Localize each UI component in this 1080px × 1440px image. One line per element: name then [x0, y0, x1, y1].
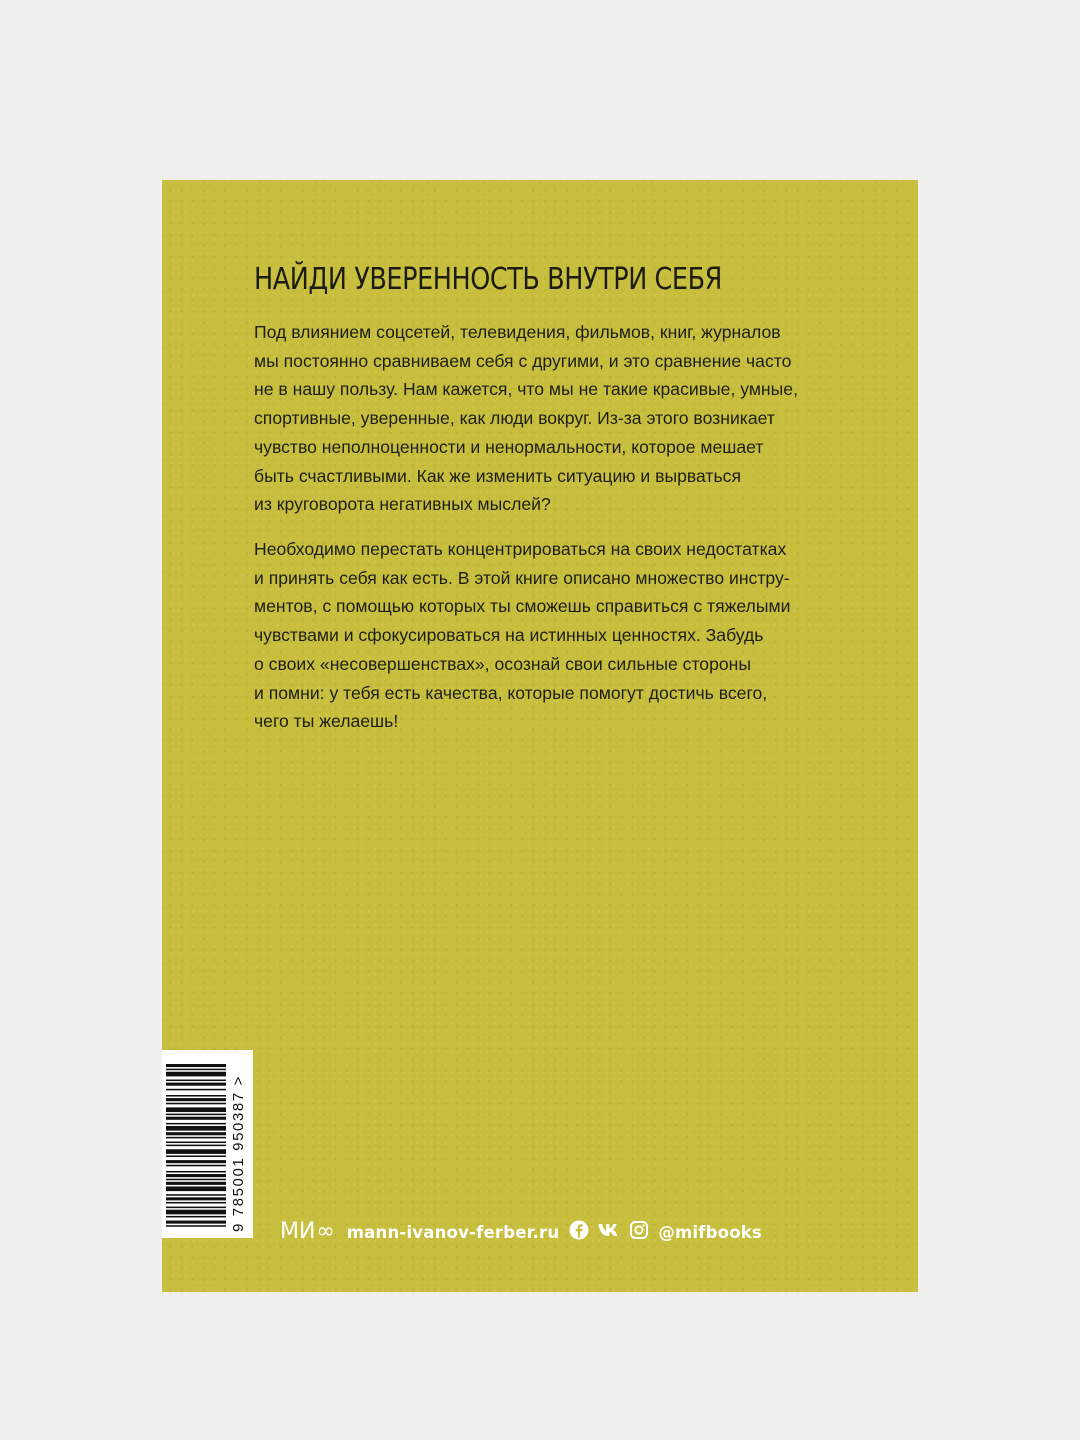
paragraph-line: быть счастливыми. Как же изменить ситуацию и вырваться	[254, 465, 741, 486]
barcode-bar	[166, 1089, 226, 1091]
barcode-bar	[166, 1145, 226, 1147]
paragraph-line: о своих «несовершенствах», осознай свои сильные стороны	[254, 653, 752, 674]
instagram-icon	[629, 1220, 649, 1245]
logo-letters: МИ	[280, 1219, 316, 1244]
barcode-bar	[166, 1095, 226, 1097]
barcode-bar	[166, 1165, 226, 1167]
paragraph-line: ментов, с помощью которых ты сможешь справиться с тяжелыми	[254, 596, 791, 617]
paragraph-line: не в нашу пользу. Нам кажется, что мы не такие красивые, умные,	[254, 379, 798, 400]
paragraph-line: мы постоянно сравниваем себя с другими, и это сравнение часто	[254, 350, 792, 371]
cover-title: НАЙДИ УВЕРЕННОСТЬ ВНУТРИ СЕБЯ	[254, 262, 722, 297]
barcode-bar	[166, 1160, 226, 1163]
book-back-cover	[162, 180, 918, 1292]
barcode-bar	[166, 1080, 226, 1082]
barcode-bar	[166, 1137, 226, 1139]
isbn-number: 9 785001 950387 >	[230, 1075, 247, 1232]
barcode-bar	[166, 1126, 226, 1131]
barcode-bar	[166, 1194, 226, 1196]
barcode-bar	[166, 1216, 226, 1218]
paragraph-line: чего ты желаешь!	[254, 711, 399, 732]
barcode-bar	[166, 1132, 226, 1135]
barcode-bar	[166, 1103, 226, 1105]
publisher-footer	[280, 1217, 762, 1247]
paragraph-line: и принять себя как есть. В этой книге описано множество инстру-	[254, 567, 790, 588]
vk-icon	[598, 1223, 620, 1242]
barcode-bar	[166, 1207, 226, 1209]
paragraph-line: Под влиянием соцсетей, телевидения, фильмов, книг, журналов	[254, 322, 781, 342]
barcode-bar	[166, 1210, 226, 1215]
barcode-bar	[166, 1069, 226, 1071]
barcode-bar	[166, 1083, 226, 1086]
paragraph-line: спортивные, уверенные, как люди вокруг. Из-за этого возникает	[254, 408, 775, 429]
barcode-bar	[166, 1179, 226, 1181]
barcode-bar	[166, 1225, 226, 1227]
barcode-bar	[166, 1221, 226, 1224]
barcode-bars	[162, 1050, 232, 1238]
barcode-bar	[166, 1123, 226, 1125]
social-handle: @mifbooks	[658, 1222, 762, 1242]
barcode-bar	[166, 1117, 226, 1120]
paragraph-line: и помни: у тебя есть качества, которые помогут достичь всего,	[254, 682, 768, 703]
barcode-bar	[166, 1064, 226, 1067]
isbn-barcode	[162, 1050, 253, 1238]
publisher-website: mann-ivanov-ferber.ru	[346, 1222, 560, 1242]
barcode-bar	[166, 1107, 226, 1112]
facebook-icon	[569, 1220, 589, 1245]
barcode-bar	[166, 1202, 226, 1204]
paragraph-line: Необходимо перестать концентрироваться на своих недостатках	[254, 539, 787, 559]
barcode-bar	[166, 1182, 226, 1185]
barcode-bar	[166, 1197, 226, 1200]
barcode-bar	[166, 1142, 226, 1144]
description-paragraph-1	[254, 318, 824, 519]
barcode-bar	[166, 1072, 226, 1077]
barcode-bar	[166, 1155, 226, 1157]
publisher-logo	[280, 1221, 335, 1243]
paragraph-line: чувство неполноценности и ненормальности, которое мешает	[254, 436, 764, 457]
barcode-bar	[166, 1174, 226, 1177]
paragraph-line: из круговорота негативных мыслей?	[254, 494, 551, 515]
logo-infinity-symbol: ∞	[316, 1219, 335, 1244]
barcode-bar	[166, 1098, 226, 1101]
barcode-bar	[166, 1186, 226, 1191]
description-paragraph-2	[254, 535, 824, 736]
barcode-bar	[166, 1114, 226, 1116]
paragraph-line: чувствами и сфокусироваться на истинных ценностях. Забудь	[254, 625, 764, 646]
barcode-bar	[166, 1149, 226, 1154]
barcode-bar	[166, 1171, 226, 1173]
